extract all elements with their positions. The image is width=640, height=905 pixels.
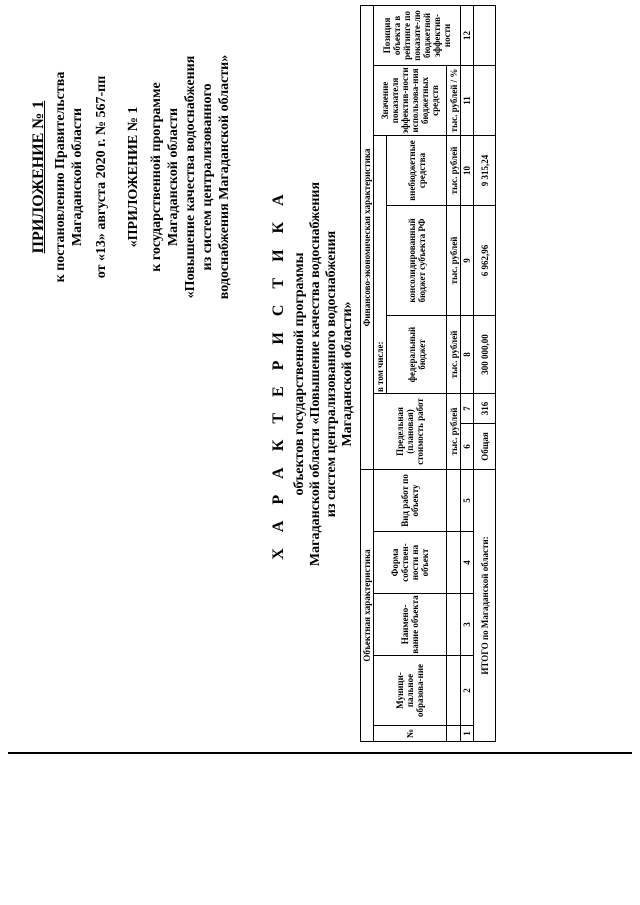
- rotated-page: [30, 6, 616, 742]
- total-cost: 316: [474, 393, 496, 423]
- group-object: Объектная характеристика: [361, 469, 374, 741]
- unit-consolidated: тыс. рублей: [447, 205, 461, 315]
- appendix-decree-line2: Магаданской области: [70, 107, 85, 247]
- total-federal: 300 000,00: [474, 315, 496, 393]
- header-consolidated: консолидированный бюджет субъекта РФ: [387, 205, 447, 315]
- col-number-7: 7: [461, 393, 474, 423]
- col-number-5: 5: [461, 469, 474, 531]
- col-number-1: 1: [461, 726, 474, 742]
- total-position: [474, 5, 496, 65]
- header-extrabudget: внебюджетные средства: [387, 135, 447, 205]
- total-consolidated: 6 962,96: [474, 205, 496, 315]
- col-number-6: 6: [461, 423, 474, 469]
- unit-federal: тыс. рублей: [447, 315, 461, 393]
- appendix-date: от «13» августа 2020 г. № 567-пп: [94, 75, 109, 279]
- col-number-12: 12: [461, 5, 474, 65]
- col-number-9: 9: [461, 205, 474, 315]
- col-number-8: 8: [461, 315, 474, 393]
- header-municipality: Муници-пальное образова-ние: [374, 656, 447, 726]
- document-subtitle: [292, 106, 356, 642]
- appendix-decree: [52, 12, 86, 342]
- unit-indicator: тыс. рублей / %: [447, 65, 461, 135]
- header-position: Позиция объекта в рейтинге по показате-лю бюджетной эффектив-ности: [374, 5, 461, 65]
- header-work-type: Вид работ по объекту: [374, 469, 447, 531]
- appendix-sub-line1: к государственной программе: [149, 82, 164, 272]
- appendix-sub-line5: водоснабжения Магаданской области»: [217, 54, 232, 300]
- document-subtitle-line4: Магаданской области»: [340, 301, 355, 447]
- total-extrabudget: 9 315,24: [474, 135, 496, 205]
- appendix-sub-line3: «Повышение качества водоснабжения: [183, 55, 198, 299]
- appendix-sub-title: «ПРИЛОЖЕНИЕ № 1: [126, 106, 141, 248]
- col-number-2: 2: [461, 656, 474, 726]
- appendix-sub-line4: из систем централизованного: [200, 83, 215, 271]
- document-title: Х А Р А К Т Е Р И С Т И К А: [270, 188, 287, 560]
- appendix-sub-line2: Магаданской области: [166, 107, 181, 247]
- appendix-sub-text: [148, 12, 233, 342]
- group-finance: Финансово-экономическая характеристика: [361, 5, 374, 469]
- col-number-10: 10: [461, 135, 474, 205]
- total-label: ИТОГО по Магаданской области:: [474, 469, 496, 741]
- appendix-decree-line1: к постановлению Правительства: [53, 71, 68, 283]
- header-no: №: [374, 726, 447, 742]
- header-name: Наимено-вание объекта: [374, 594, 447, 656]
- total-kind: Общая: [474, 423, 496, 469]
- total-indicator: [474, 65, 496, 135]
- appendix-title: ПРИЛОЖЕНИЕ № 1: [30, 100, 47, 254]
- col-number-3: 3: [461, 594, 474, 656]
- col-number-4: 4: [461, 532, 474, 594]
- document-subtitle-line3: из систем централизованного водоснабжения: [324, 230, 339, 518]
- unit-cost: тыс. рублей: [447, 393, 461, 469]
- col-number-11: 11: [461, 65, 474, 135]
- header-cost: Предельная (плановая) стоимость работ: [374, 393, 447, 469]
- horizontal-rule: [8, 752, 632, 754]
- document-subtitle-line1: объектов государственной программы: [292, 252, 307, 496]
- document-subtitle-line2: Магаданской области «Повышение качества водоснабжения: [308, 181, 323, 567]
- header-in-total: в том числе:: [374, 135, 387, 393]
- header-ownership: Форма собствен-ности на объект: [374, 532, 447, 594]
- header-indicator-value: Значение показателя эффектив-ности использова-ния бюджетных средств: [374, 65, 447, 135]
- characteristics-table: [360, 5, 496, 742]
- header-federal: федеральный бюджет: [387, 315, 447, 393]
- unit-extrabudget: тыс. рублей: [447, 135, 461, 205]
